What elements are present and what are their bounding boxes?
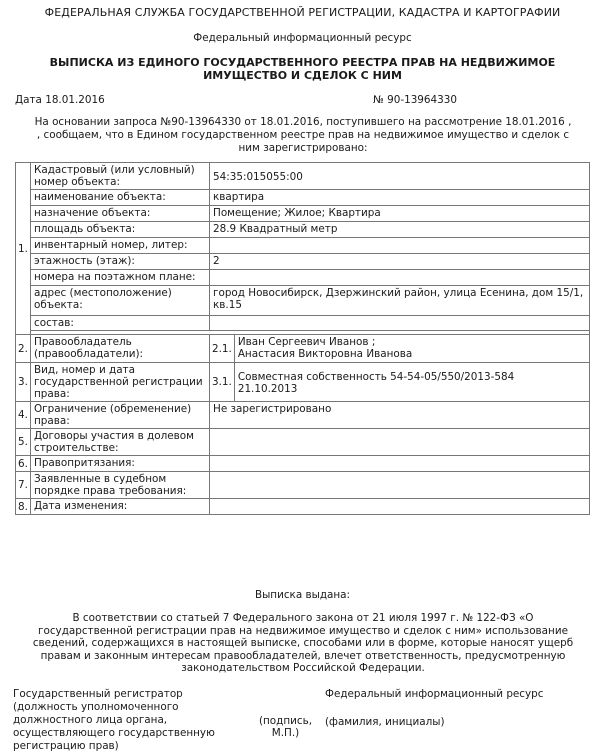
signature-block [253,715,318,739]
floor-plan-label: номера на поэтажном плане: [31,270,210,286]
document-number: № 90-13964330 [373,94,457,106]
section-3-number: 3. [16,363,31,402]
title-line-1: ВЫПИСКА ИЗ ЕДИНОГО ГОСУДАРСТВЕННОГО РЕЕСТРА ПРАВ НА НЕДВИЖИМОЕ [49,56,556,69]
intro-line-1: На основании запроса №90-13964330 от 18.01.2016, поступившего на рассмотрение 18.01.2016 , [34,116,572,128]
section-1-row-7 [16,270,590,286]
statute-line-4: правам и законным интересам правообладателей, влечет ответственность, предусмотренную [40,649,566,662]
owner-value [234,335,589,363]
section-1-row-6 [16,254,590,270]
intro-line-2: , сообщаем, что в Едином государственном реестре прав на недвижимое имущество и сделок с [36,129,570,141]
statute-line-2: государственной регистрации прав на недвижимое имущество и сделок с ним» использование [38,624,568,637]
section-5-row [16,429,590,456]
section-7-number: 7. [16,472,31,499]
section-1-row-9 [16,316,590,331]
registrar-line-1: Государственный регистратор [13,688,183,700]
registrar-block [13,688,238,753]
title-line-2: ИМУЩЕСТВО И СДЕЛОК С НИМ [203,69,402,82]
name-hint: (фамилия, инициалы) [325,716,445,728]
section-8-row [16,499,590,515]
shared-construction-value [210,429,590,456]
resource-subheader: Федеральный информационный ресурс [193,32,412,44]
owner-line-2: Анастасия Викторовна Иванова [237,348,413,360]
registration-label: Вид, номер и дата государственной регистрации права: [31,363,210,402]
extract-table [15,162,590,515]
object-name-label: наименование объекта: [31,190,210,206]
registrar-line-5: регистрацию прав) [13,740,119,752]
floors-label: этажность (этаж): [31,254,210,270]
floors-value: 2 [210,254,590,270]
section-1-row-3 [16,206,590,222]
registration-value [234,363,589,402]
statute-paragraph [18,612,588,675]
inventory-value [210,238,590,254]
shared-construction-label: Договоры участия в долевом строительстве: [31,429,210,456]
change-date-label: Дата изменения: [31,499,210,515]
section-4-number: 4. [16,402,31,429]
section-6-row [16,456,590,472]
cadastral-value: 54:35:015055:00 [210,163,590,190]
registrar-line-4: осуществляющего государственную [13,727,215,739]
section-1-row-1 [16,163,590,190]
registration-line-1: Совместная собственность 54-54-05/550/2013-584 [237,370,515,383]
encumbrance-label: Ограничение (обременение) права: [31,402,210,429]
registrar-line-3: должностного лица органа, [13,714,168,726]
claims-value [210,456,590,472]
statute-line-1: В соответствии со статьей 7 Федерального закона от 21 июля 1997 г. № 122-ФЗ «О [72,612,534,624]
intro-line-3: ним зарегистрировано: [238,142,368,154]
section-1-number: 1. [16,163,31,335]
document-date: Дата 18.01.2016 [15,94,105,106]
change-date-value [210,499,590,515]
document-title [0,56,605,82]
section-6-number: 6. [16,456,31,472]
address-label: адрес (местоположение) объекта: [31,286,210,316]
statute-line-3: сведений, содержащихся в настоящей выписке, способами или в форме, которые наносят ущерб [32,637,574,649]
issued-heading: Выписка выдана: [254,589,351,601]
owner-label: Правообладатель (правообладатели): [31,335,210,363]
cadastral-label: Кадастровый (или условный) номер объекта: [31,163,210,190]
statute-line-5: законодательством Российской Федерации. [181,662,425,674]
owner-line-1: Иван Сергеевич Иванов ; [237,336,376,348]
object-name-value: квартира [210,190,590,206]
section-2-row [16,335,590,363]
composition-label: состав: [31,316,210,331]
footer-resource: Федеральный информационный ресурс [325,688,544,700]
area-label: площадь объекта: [31,222,210,238]
section-1-row-2 [16,190,590,206]
section-7-row [16,472,590,499]
section-2-number: 2. [16,335,31,363]
registration-sub-number: 3.1. [210,363,235,402]
agency-header: ФЕДЕРАЛЬНАЯ СЛУЖБА ГОСУДАРСТВЕННОЙ РЕГИСТРАЦИИ, КАДАСТРА И КАРТОГРАФИИ [44,6,561,19]
intro-paragraph [8,116,598,155]
composition-value [210,316,590,331]
address-value: город Новосибирск, Дзержинский район, улица Есенина, дом 15/1, кв.15 [210,286,590,316]
floor-plan-value [210,270,590,286]
signature-line-2: М.П.) [271,727,300,739]
signature-line-1: (подпись, [258,715,313,727]
court-claims-label: Заявленные в судебном порядке права требования: [31,472,210,499]
purpose-value: Помещение; Жилое; Квартира [210,206,590,222]
section-1-row-4 [16,222,590,238]
section-3-row [16,363,590,402]
area-value: 28.9 Квадратный метр [210,222,590,238]
section-4-row [16,402,590,429]
section-8-number: 8. [16,499,31,515]
section-1-row-8 [16,286,590,316]
purpose-label: назначение объекта: [31,206,210,222]
court-claims-value [210,472,590,499]
encumbrance-value: Не зарегистрировано [210,402,590,429]
registrar-line-2: (должность уполномоченного [13,701,179,713]
section-1-row-5 [16,238,590,254]
owner-sub-number: 2.1. [210,335,235,363]
inventory-label: инвентарный номер, литер: [31,238,210,254]
section-5-number: 5. [16,429,31,456]
claims-label: Правопритязания: [31,456,210,472]
registration-line-2: 21.10.2013 [237,382,298,395]
